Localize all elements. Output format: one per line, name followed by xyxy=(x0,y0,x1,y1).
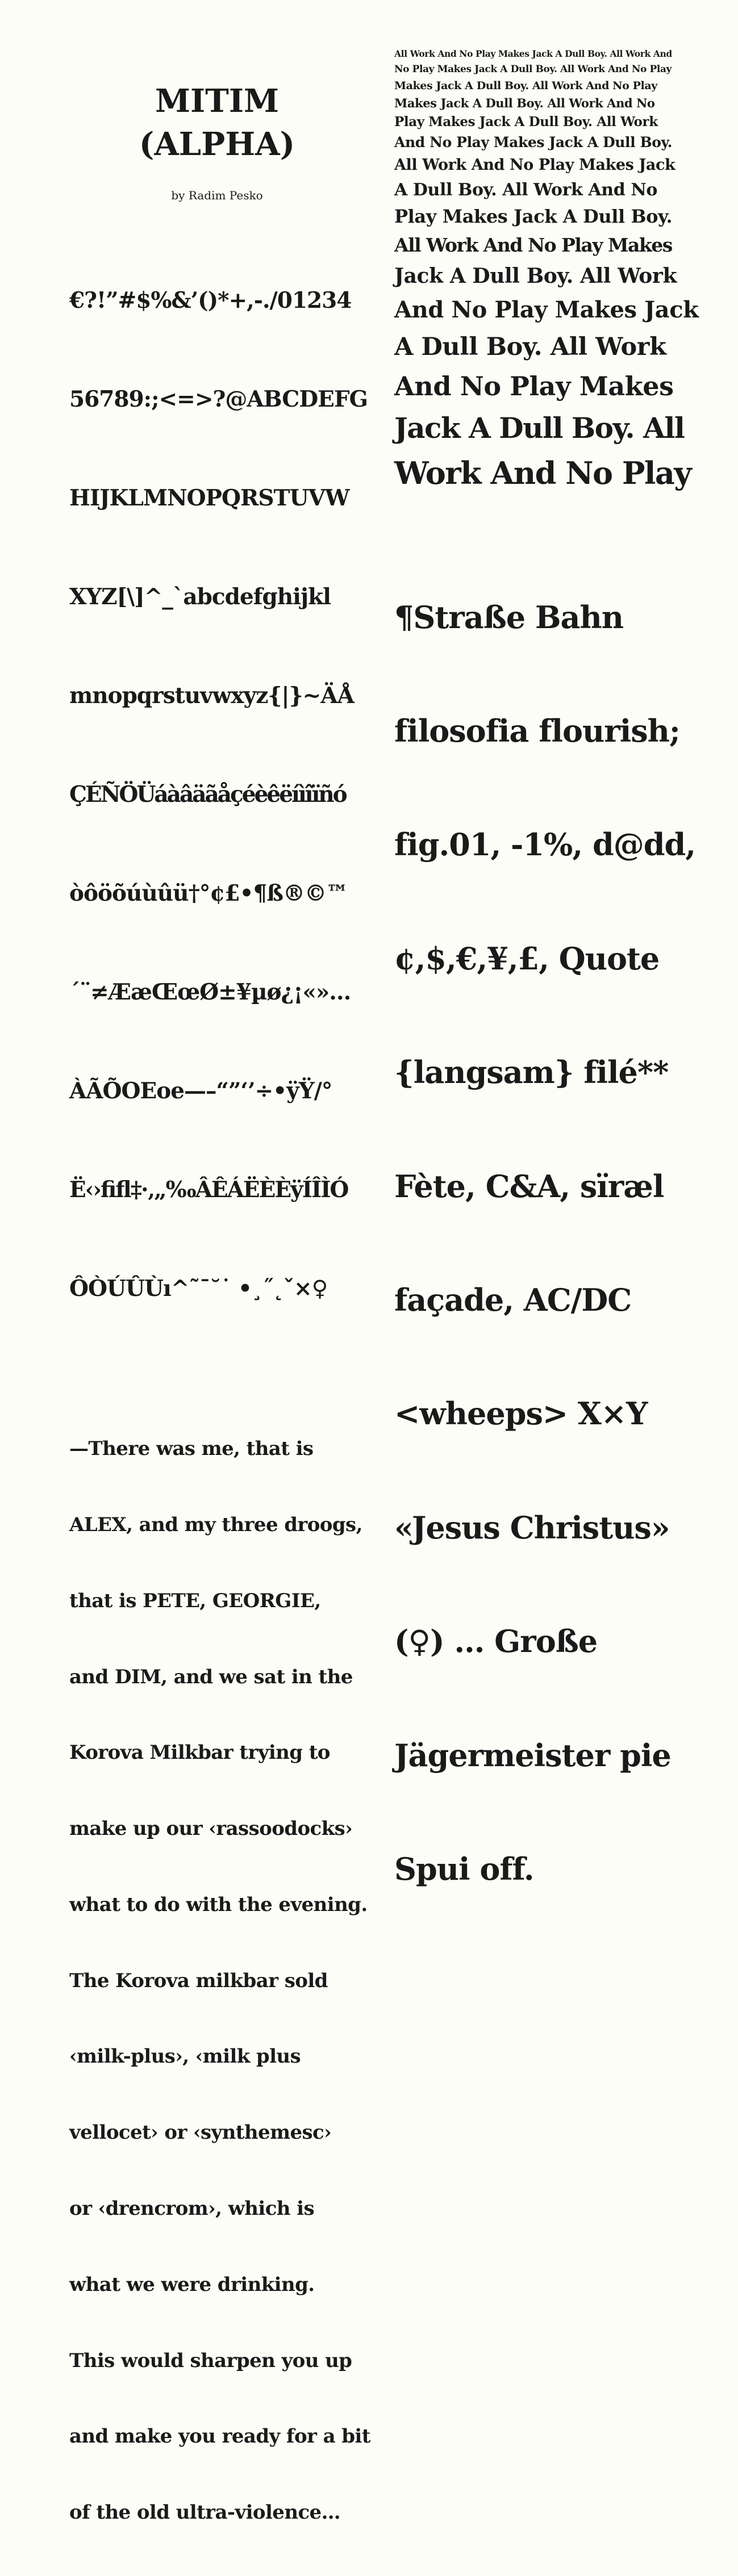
quote-line: and DIM, and we sat in the xyxy=(69,1665,353,1688)
waterfall-line: Play Makes Jack A Dull Boy. All Work xyxy=(394,114,658,129)
quote-line: of the old ultra-violence… xyxy=(69,2501,340,2524)
waterfall-line: All Work And No Play Makes Jack xyxy=(394,156,676,174)
quote-line: ‹milk-plus›, ‹milk plus xyxy=(69,2045,301,2068)
glyph-line: €?!”#$%&’()*+,-./01234 xyxy=(69,287,352,313)
waterfall-line: Makes Jack A Dull Boy. All Work And No xyxy=(394,96,655,110)
waterfall-line: And No Play Makes xyxy=(394,371,674,402)
specimen-line: (♀) … Große xyxy=(394,1623,598,1660)
specimen-line: <wheeps> X×Y xyxy=(394,1395,648,1432)
glyph-line: HIJKLMNOPQRSTUVW xyxy=(69,485,349,511)
specimen-line: façade, AC/DC xyxy=(394,1281,632,1318)
quote-line: Korova Milkbar trying to xyxy=(69,1741,330,1764)
quote-line: what to do with the evening. xyxy=(69,1893,368,1916)
glyph-line: ÀÃÕOEoe—–“”‘’÷•ÿŸ/° xyxy=(69,1078,332,1104)
specimen-block xyxy=(394,522,695,1926)
quote-paragraph xyxy=(69,1386,370,2576)
quote-line: This would sharpen you up xyxy=(69,2349,352,2372)
waterfall-line: No Play Makes Jack A Dull Boy. All Work And No Play xyxy=(394,64,672,75)
quote-line: and make you ready for a bit xyxy=(69,2425,370,2448)
quote-line: what we were drinking. xyxy=(69,2273,315,2296)
glyph-line: ´¨≠ÆæŒœØ±¥µø¿¡«»… xyxy=(69,979,351,1005)
glyph-set xyxy=(69,218,368,1371)
waterfall-line: Makes Jack A Dull Boy. All Work And No Play xyxy=(394,80,657,92)
glyph-line: mnopqrstuvwxyz{|}~ÄÅ xyxy=(69,683,354,709)
waterfall-line: Play Makes Jack A Dull Boy. xyxy=(394,206,673,227)
specimen-line: «Jesus Christus» xyxy=(394,1509,670,1546)
waterfall-line: Jack A Dull Boy. All Work xyxy=(394,264,677,288)
waterfall-line: And No Play Makes Jack xyxy=(394,296,699,323)
waterfall-line: All Work And No Play Makes xyxy=(394,234,672,256)
glyph-line: ÔÒÚÛÙı^˜¯˘˙ •¸˝˛ˇ×♀ xyxy=(69,1276,328,1302)
glyph-line: Ë‹›ﬁﬂ‡·‚„‰ÂÊÁËÈÈÿÍÎÌÓ xyxy=(69,1177,348,1203)
quote-line: that is PETE, GEORGIE, xyxy=(69,1589,321,1612)
specimen-line: {langsam} filé** xyxy=(394,1054,669,1091)
waterfall-line: And No Play Makes Jack A Dull Boy. xyxy=(394,134,673,150)
quote-line: make up our ‹rassoodocks› xyxy=(69,1817,353,1841)
specimen-line: filosofia flourish; xyxy=(394,712,680,749)
specimen-line: Fète, C&A, sïræl xyxy=(394,1168,664,1205)
waterfall-line: A Dull Boy. All Work And No xyxy=(394,180,657,200)
quote-line: or ‹drencrom›, which is xyxy=(69,2197,315,2220)
quote-line: The Korova milkbar sold xyxy=(69,1969,328,1992)
page-title xyxy=(69,80,365,166)
glyph-line: 56789:;<=>?@ABCDEFG xyxy=(69,386,368,412)
glyph-line: ÇÉÑÖÜáàâäãåçéèêëíìîïñó xyxy=(69,781,346,808)
waterfall-line: All Work And No Play Makes Jack A Dull Boy. All Work And xyxy=(394,48,672,59)
quote-line: —There was me, that is xyxy=(69,1437,314,1461)
quote-line: ALEX, and my three droogs, xyxy=(69,1513,362,1536)
left-column xyxy=(69,80,370,2576)
byline: by Radim Pesko xyxy=(171,189,263,202)
glyph-line: XYZ[\]^_`abcdefghijkl xyxy=(69,584,331,610)
specimen-line: fig.01, -1%, d@dd, xyxy=(394,826,696,863)
waterfall-line: Work And No Play xyxy=(394,455,691,491)
glyph-line: òôöõúùûü†°¢£•¶ß®©™ xyxy=(69,880,348,906)
title-line: MITIM xyxy=(155,82,280,120)
specimen-line: ¢,$,€,¥,£, Quote xyxy=(394,940,660,977)
specimen-line: Spui off. xyxy=(394,1850,534,1887)
title-line: (ALPHA) xyxy=(139,126,295,163)
waterfall-line: A Dull Boy. All Work xyxy=(394,333,666,361)
specimen-line: ¶Straße Bahn xyxy=(394,599,624,635)
waterfall xyxy=(394,47,699,496)
waterfall-line: Jack A Dull Boy. All xyxy=(394,411,685,445)
specimen-line: Jägermeister pie xyxy=(394,1737,671,1774)
quote-line: vellocet› or ‹synthemesc› xyxy=(69,2121,332,2144)
